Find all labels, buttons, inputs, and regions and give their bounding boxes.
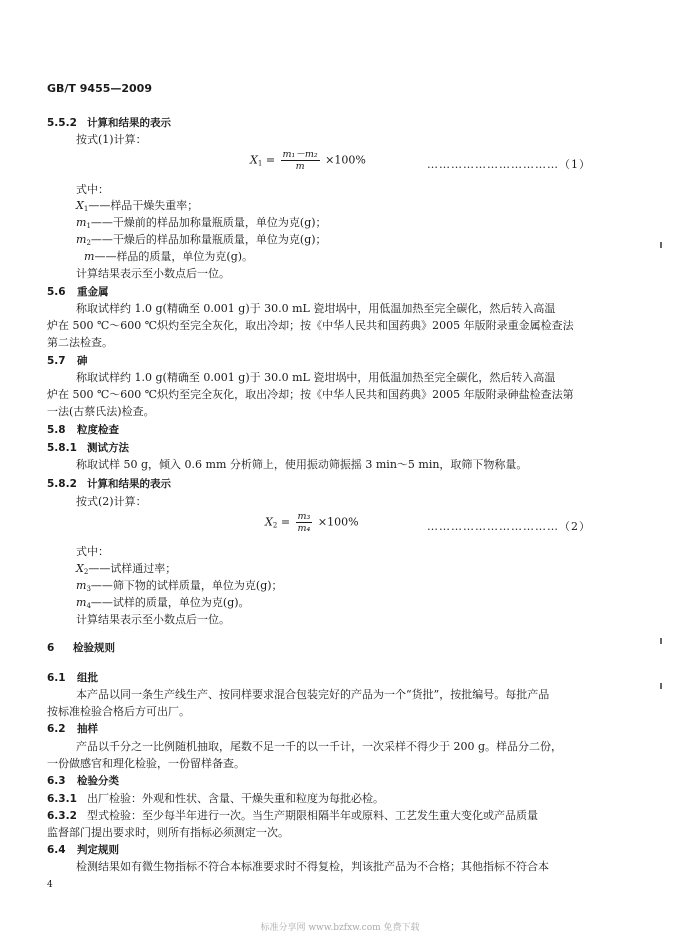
formula-denominator: m₄ (297, 523, 311, 534)
section-number: 6.3.2 (47, 810, 77, 822)
def-item: $m_3——$筛下物的试样质量，单位为克(g)； (76, 579, 283, 593)
def-item: $X_2——$试样通过率； (76, 562, 177, 576)
formula-lhs: X (265, 515, 273, 529)
section-title: 计算和结果的表示 (87, 478, 171, 490)
section-number: 6.2 (47, 723, 66, 735)
formula-lhs-sub: 1 (257, 159, 263, 168)
formula-numerator: m₁－m₂ (282, 149, 318, 160)
paragraph-line: 称取试样 50 g，倾入 0.6 mm 分析筛上，使用振动筛振摇 3 min～5 min，取筛下物称量。 (76, 458, 528, 471)
section-title: 检验分类 (77, 775, 119, 787)
def-item: $X_1——$样品干燥失重率； (76, 199, 199, 213)
section-5-6-heading (47, 284, 109, 299)
section-title: 抽样 (77, 723, 98, 735)
section-6-1-heading (47, 670, 98, 685)
section-title: 计算和结果的表示 (87, 117, 171, 129)
section-number: 6 (47, 642, 55, 654)
formula-lhs: X (250, 153, 258, 167)
paragraph-line: 本产品以同一条生产线生产、按同样要求混合包装完好的产品为一个“货批”，按批编号。每批产品 (76, 688, 550, 701)
paragraph-line: 第二法检查。 (47, 336, 113, 349)
paragraph-line: 称取试样约 1.0 g(精确至 0.001 g)于 30.0 mL 瓷坩埚中，用低温加热至完全碳化，然后转入高温 (76, 302, 556, 315)
paragraph-line: 一份做感官和理化检验，一份留样备查。 (47, 757, 245, 770)
paragraph-line: 称取试样约 1.0 g(精确至 0.001 g)于 30.0 mL 瓷坩埚中，用低温加热至完全碳化，然后转入高温 (76, 371, 556, 384)
section-5-7-heading (47, 353, 88, 368)
formula-dots: …………………………… (427, 158, 559, 171)
section-number: 5.7 (47, 355, 66, 367)
section-title: 测试方法 (87, 442, 129, 454)
section-6-3-1 (47, 790, 384, 808)
section-5-8-2-heading (47, 476, 171, 491)
paragraph-line: 产品以千分之一比例随机抽取，尾数不足一千的以一千计，一次采样不得少于 200 g。样品分二份， (76, 740, 563, 753)
footer-watermark: 标准分享网 www.bzfxw.com 免费下载 (260, 923, 420, 933)
formula-lhs-sub: 2 (272, 521, 278, 530)
formula-denominator: m (295, 161, 305, 172)
formula-tail: ×100% (317, 515, 359, 529)
section-number: 5.8 (47, 424, 66, 436)
paragraph-line: 检测结果如有微生物指标不符合本标准要求时不得复检，判该批产品为不合格；其他指标不符合本 (76, 860, 549, 873)
scan-mark (660, 683, 662, 689)
def-item: $m_2——$干燥后的样品加称量瓶质量，单位为克(g)； (76, 233, 327, 247)
paragraph-line: 一法(古蔡氏法)检查。 (47, 405, 155, 418)
section-5-5-2-heading (47, 115, 171, 130)
section-number: 6.3 (47, 775, 66, 787)
formula-eq: = (265, 153, 276, 167)
section-title: 砷 (77, 355, 88, 367)
paragraph-line: 按标准检验合格后方可出厂。 (47, 705, 190, 718)
formula-numerator: m₃ (297, 511, 311, 522)
section-title: 重金属 (77, 286, 109, 298)
formula-2-leader (427, 518, 591, 534)
section-6-3-2 (47, 807, 538, 825)
paragraph-line: 监督部门提出要求时，则所有指标必须测定一次。 (47, 826, 289, 839)
formula-dots: …………………………… (427, 520, 559, 533)
section-6-2-heading (47, 721, 98, 736)
section-number: 5.8.1 (47, 442, 77, 454)
formula-2 (265, 511, 359, 534)
formula-eq: = (280, 515, 291, 529)
formula-2-intro: 按式(2)计算： (76, 495, 147, 508)
formula-tag: （1） (559, 158, 591, 171)
formula-fraction (296, 511, 313, 534)
formula-1-intro: 按式(1)计算： (76, 133, 147, 146)
section-number: 5.5.2 (47, 117, 77, 129)
section-text: 出厂检验：外观和性状、含量、干燥失重和粒度为每批必检。 (87, 792, 384, 805)
standard-id: GB/T 9455—2009 (47, 82, 152, 95)
scan-mark (660, 242, 662, 248)
section-6-heading (47, 640, 115, 655)
def-item: m——样品的质量，单位为克(g)。 (84, 250, 254, 263)
formula-1 (250, 149, 366, 172)
result-note: 计算结果表示至小数点后一位。 (76, 267, 230, 280)
paragraph-line: 炉在 500 ℃～600 ℃炽灼至完全灰化，取出冷却；按《中华人民共和国药典》2005 年版附录重金属检查法 (47, 319, 574, 332)
formula-tail: ×100% (325, 153, 366, 167)
section-number: 5.6 (47, 286, 66, 298)
section-number: 6.1 (47, 672, 66, 684)
section-6-3-heading (47, 773, 119, 788)
section-6-4-heading (47, 842, 119, 857)
where-label: 式中： (76, 183, 109, 196)
page-number: 4 (47, 880, 53, 890)
formula-tag: （2） (559, 520, 591, 533)
section-number: 5.8.2 (47, 478, 77, 490)
scan-mark (660, 638, 662, 644)
section-title: 粒度检查 (77, 424, 119, 436)
where-label: 式中： (76, 545, 109, 558)
formula-1-leader (427, 156, 591, 172)
section-title: 组批 (77, 672, 98, 684)
def-item: $m_1——$干燥前的样品加称量瓶质量，单位为克(g)； (76, 216, 327, 230)
section-5-8-heading (47, 422, 119, 437)
section-number: 6.4 (47, 844, 66, 856)
section-text: 型式检验：至少每半年进行一次。当生产期限相隔半年或原料、工艺发生重大变化或产品质量 (87, 809, 538, 822)
paragraph-line: 炉在 500 ℃～600 ℃炽灼至完全灰化，取出冷却；按《中华人民共和国药典》2005 年版附录砷盐检查法第 (47, 388, 574, 401)
section-5-8-1-heading (47, 440, 129, 455)
section-title: 检验规则 (73, 642, 115, 654)
section-title: 判定规则 (77, 844, 119, 856)
section-number: 6.3.1 (47, 793, 77, 805)
result-note: 计算结果表示至小数点后一位。 (76, 613, 230, 626)
def-item: $m_4——$试样的质量，单位为克(g)。 (76, 596, 250, 610)
formula-fraction (281, 149, 320, 172)
